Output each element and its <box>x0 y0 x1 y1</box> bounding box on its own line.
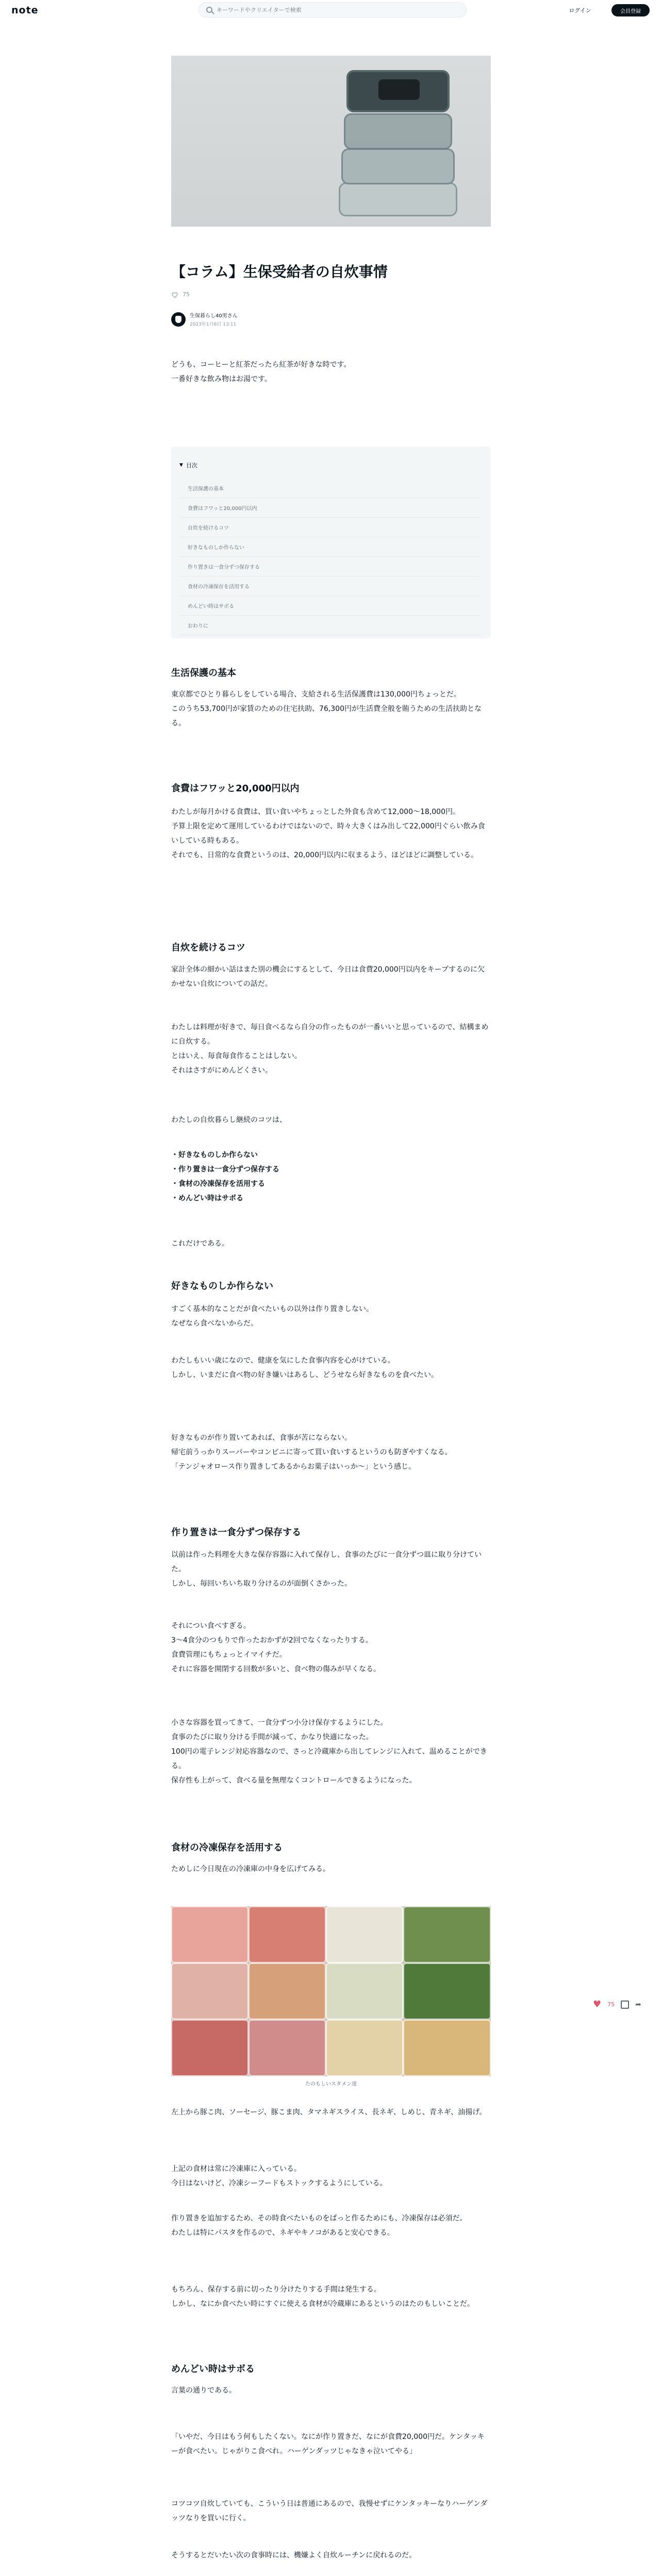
toc-item[interactable]: 生活保護の基本 <box>179 479 481 498</box>
paragraph-line: 「テンジャオロース作り置きしてあるからお菓子はいっか〜」という感じ。 <box>171 1463 416 1471</box>
search-bar[interactable] <box>198 2 467 18</box>
paragraph-line: 好きなものが作り置いてあれば、食事が苦にならない。 <box>171 1434 352 1442</box>
paragraph-line: なぜなら食べないからだ。 <box>171 1319 258 1328</box>
paragraph <box>171 1353 491 1382</box>
paragraph <box>171 2430 491 2459</box>
paragraph-line: どうも、コーヒーと紅茶だったら紅茶が好きな時です。 <box>171 361 351 369</box>
paragraph-line: わたしもいい歳になので、健康を気にした食事内容を心がけている。 <box>171 1357 395 1365</box>
container-image-part <box>341 148 455 184</box>
paragraph <box>171 2497 491 2526</box>
paragraph-line: 作り置きを追加するため、その時食べたいものをぱっと作るためにも、冷凍保存は必須だ。 <box>171 2214 467 2223</box>
toc-item[interactable]: 食材の冷凍保存を活用する <box>179 577 481 596</box>
food-bag-image <box>403 1906 491 1963</box>
paragraph-line: それについ食べすぎる。 <box>171 1622 251 1630</box>
paragraph <box>171 1431 491 1474</box>
paragraph-line: 3〜4食分のつもりで作ったおかずが2回でなくなったりする。 <box>171 1636 373 1645</box>
avatar[interactable] <box>171 312 186 327</box>
paragraph-line: 東京都でひとり暮らしをしている場合、支給される生活保護費は130,000円ちょっとだ。 <box>171 690 461 699</box>
paragraph-line: 帰宅前うっかりスーパーやコンビニに寄って買い食いするというのも防ぎやすくなる。 <box>171 1448 452 1456</box>
table-of-contents <box>171 447 491 638</box>
paragraph-line: 食費管理にもちょっとイマイチだ。 <box>171 1651 287 1659</box>
toc-item[interactable]: 自炊を続けるコツ <box>179 518 481 537</box>
food-bag-image <box>403 2020 491 2076</box>
search-icon <box>206 7 212 13</box>
intro-text <box>171 358 491 386</box>
section-heading: 自炊を続けるコツ <box>171 942 245 953</box>
article-title: 【コラム】生保受給者の自炊事情 <box>171 263 388 280</box>
paragraph-line: 予算上限を定めて運用しているわけではないので、時々大きくはみ出して22,000円ぐらい飲み食いしている時もある。 <box>171 822 485 845</box>
paragraph-line: わたしは特にパスタを作るので、ネギやキノコがあると安心できる。 <box>171 2229 394 2237</box>
list-item: ・作り置きは一食分ずつ保存する <box>171 1165 279 1174</box>
paragraph-line: それに容器を開閉する回数が多いと、食べ物の傷みが早くなる。 <box>171 1665 380 1673</box>
paragraph <box>171 1619 491 1676</box>
note-logo[interactable]: note <box>11 5 39 16</box>
paragraph-line: 小さな容器を買ってきて、一食分ずつ小分け保存するようにした。 <box>171 1719 388 1727</box>
chevron-down-icon: ▼ <box>179 463 183 468</box>
paragraph: わたしの自炊暮らし継続のコツは、 <box>171 1116 287 1124</box>
paragraph <box>171 1302 491 1331</box>
bookmark-icon[interactable] <box>621 2001 629 2009</box>
paragraph-line: 「いやだ、今日はもう何もしたくない。なにが作り置きだ、なにが食費20,000円だ。ケンタッキーが食べたい。じゃがりこ食べれ。ハーゲンダッツじゃなきゃ泣いてやる」 <box>171 2433 485 2455</box>
food-bag-image <box>171 1963 249 2020</box>
food-bag-image <box>171 2020 249 2076</box>
paragraph <box>171 962 491 991</box>
paragraph-line: 以前は作った料理を大きな保存容器に入れて保存し、食事のたびに一食分ずつ皿に取り分けていた。 <box>171 1551 482 1573</box>
paragraph <box>171 1548 491 1591</box>
paragraph: これだけである。 <box>171 1240 229 1248</box>
paragraph <box>171 805 491 862</box>
photo-caption: たのもしいスタメン達 <box>305 2081 357 2087</box>
paragraph-line: わたしは料理が好きで、毎日食べるなら自分の作ったものが一番いいと思っているので、結構まめに自炊する。 <box>171 1023 489 1046</box>
container-image-part <box>344 113 452 149</box>
hero-image <box>171 56 491 227</box>
food-bag-image <box>326 1963 403 2020</box>
paragraph: 言葉の通りである。 <box>171 2386 236 2395</box>
container-image-part <box>346 70 450 112</box>
section-heading: 好きなものしか作らない <box>171 1281 273 1292</box>
paragraph-line: わたしが毎月かける食費は、買い食いやちょっとした外食も含めて12,000〜18,000円。 <box>171 808 460 816</box>
freezer-photo <box>171 1906 491 2076</box>
paragraph <box>171 2548 491 2563</box>
paragraph-line: 今日はないけど、冷凍シーフードもストックするようにしている。 <box>171 2179 387 2188</box>
section-heading: 生活保護の基本 <box>171 668 236 679</box>
site-header <box>0 0 662 21</box>
floating-actions <box>593 1999 641 2010</box>
paragraph <box>171 1020 491 1078</box>
paragraph-line: しかし、なにか食べたい時にすぐに使える食材が冷蔵庫にあるというのはたのもしいことだ。 <box>171 2300 474 2308</box>
paragraph-line: しかし、毎回いちいち取り分けるのが面倒くさかった。 <box>171 1580 352 1588</box>
food-bag-image <box>326 1906 403 1963</box>
author-info[interactable] <box>171 311 238 327</box>
paragraph-line: そうするとだいたい次の食事時には、機嫌よく自炊ルーチンに戻れるのだ。 <box>171 2551 417 2560</box>
author-name[interactable]: 生保暮らし40男さん <box>190 313 238 319</box>
login-button[interactable]: ログイン <box>569 7 591 14</box>
container-image-part <box>339 182 457 216</box>
toc-item[interactable]: 作り置きは一食分ずつ保存する <box>179 557 481 577</box>
section-heading: 食費はフワッと20,000円以内 <box>171 783 300 794</box>
toc-label: 目次 <box>186 462 197 469</box>
toc-item[interactable]: めんどい時はサボる <box>179 596 481 616</box>
paragraph-line: 一番好きな飲み物はお湯です。 <box>171 375 272 383</box>
paragraph: ためしに今日現在の冷凍庫の中身を広げてみる。 <box>171 1865 330 1873</box>
paragraph-line: しかし、いまだに食べ物の好き嫌いはあるし、どうせなら好きなものを食べたい。 <box>171 1371 438 1379</box>
tips-list <box>171 1148 491 1206</box>
food-bag-image <box>326 2020 403 2076</box>
food-bag-image <box>171 1906 249 1963</box>
side-like-count: 75 <box>607 2001 615 2008</box>
paragraph <box>171 2105 491 2120</box>
paragraph-line: それはさすがにめんどくさい。 <box>171 1066 272 1075</box>
paragraph-line: 食事のたびに取り分ける手間が減って、かなり快適になった。 <box>171 1733 373 1741</box>
paragraph-line: とはいえ、毎食毎食作ることはしない。 <box>171 1052 302 1060</box>
heart-icon[interactable] <box>171 292 178 298</box>
paragraph <box>171 687 491 731</box>
food-bag-image <box>403 1963 491 2020</box>
paragraph-line: コツコツ自炊していても、こういう日は普通にあるので、我慢せずにケンタッキーなりハーゲンダッツなりを買いに行く。 <box>171 2500 488 2522</box>
paragraph-line: このうち53,700円が家賃のための住宅扶助、76,300円が生活費全般を賄うための生活扶助となる。 <box>171 705 482 727</box>
section-heading: 作り置きは一食分ずつ保存する <box>171 1527 301 1538</box>
list-item: ・好きなものしか作らない <box>171 1151 258 1159</box>
like-count: 75 <box>183 291 190 298</box>
list-item: ・食材の冷凍保存を活用する <box>171 1180 265 1188</box>
paragraph <box>171 2211 491 2240</box>
list-item: ・めんどい時はサボる <box>171 1194 243 1202</box>
search-input[interactable] <box>217 7 454 13</box>
like-row <box>171 291 190 298</box>
toc-item[interactable]: おわりに <box>179 616 481 635</box>
food-bag-image <box>249 1963 326 2020</box>
toc-item[interactable]: 食費はフワッと20,000円以内 <box>179 498 481 518</box>
heart-icon[interactable]: ♥ <box>593 1999 602 2010</box>
food-bag-image <box>249 1906 326 1963</box>
section-heading: めんどい時はサボる <box>171 2364 255 2375</box>
toc-item[interactable]: 好きなものしか作らない <box>179 537 481 557</box>
paragraph <box>171 2282 491 2311</box>
paragraph-line: 上記の食材は常に冷凍庫に入っている。 <box>171 2165 301 2173</box>
paragraph-line: それでも、日常的な食費というのは、20,000円以内に収まるよう、ほどほどに調整している。 <box>171 851 478 859</box>
paragraph-line: 左上から豚こ肉、ソーセージ、豚こま肉、タマネギスライス、長ネギ、しめじ、青ネギ、油揚げ。 <box>171 2108 487 2116</box>
paragraph-line: 保存性も上がって、食べる量を無理なくコントロールできるようになった。 <box>171 1776 417 1785</box>
publish-date: 2023年1月6日 13:11 <box>190 322 237 327</box>
paragraph <box>171 2162 491 2191</box>
share-icon[interactable]: ➦ <box>635 2000 641 2009</box>
lid-image-part <box>378 79 420 100</box>
paragraph <box>171 1716 491 1788</box>
signup-button[interactable]: 会員登録 <box>611 4 650 16</box>
paragraph-line: すごく基本的なことだが食べたいもの以外は作り置きしない。 <box>171 1305 373 1313</box>
section-heading: 食材の冷凍保存を活用する <box>171 1842 283 1853</box>
paragraph-line: 家計全体の細かい話はまた別の機会にするとして、今日は食費20,000円以内をキープするのに欠かせない自炊についての話だ。 <box>171 965 485 988</box>
paragraph-line: もちろん、保存する前に切ったり分けたりする手間は発生する。 <box>171 2285 381 2294</box>
food-bag-image <box>249 2020 326 2076</box>
toc-toggle[interactable] <box>179 461 481 469</box>
paragraph-line: 100円の電子レンジ対応容器なので、さっと冷蔵庫から出してレンジに入れて、温めることができる。 <box>171 1748 487 1770</box>
